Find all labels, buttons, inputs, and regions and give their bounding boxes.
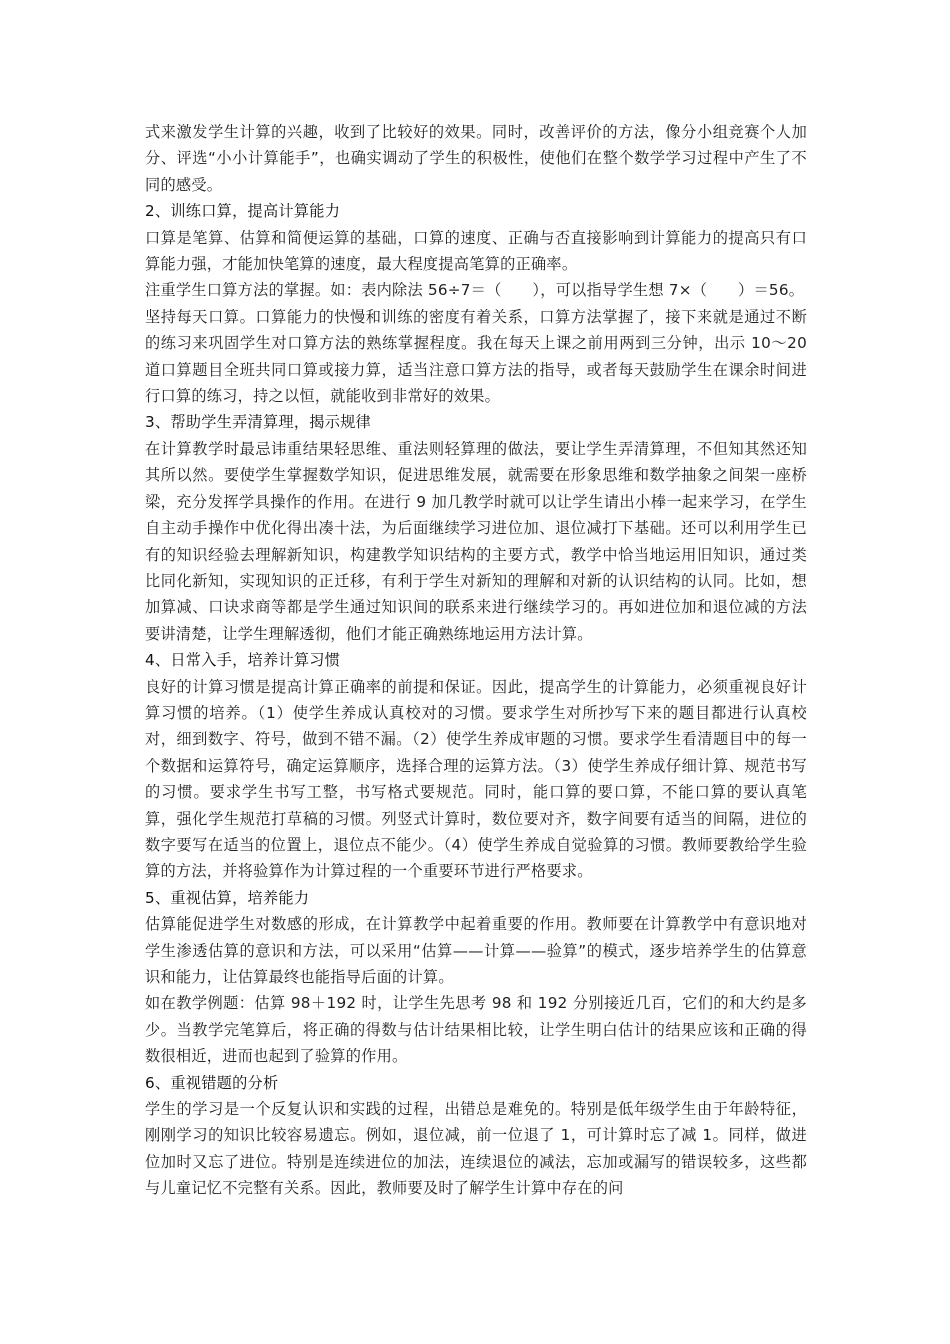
section-heading-4: 4、日常入手，培养计算习惯	[145, 651, 341, 670]
section-heading-6: 6、重视错题的分析	[145, 1073, 279, 1092]
section-heading-2: 2、训练口算，提高计算能力	[145, 202, 341, 221]
paragraph-oral-calc-basis: 口算是笔算、估算和简便运算的基础，口算的速度、正确与否直接影响到计算能力的提高只有口算能力强，才能加快笔算的速度，最大程度提高笔算的正确率。	[145, 228, 807, 274]
section-heading-5: 5、重视估算，培养能力	[145, 888, 310, 907]
document-page	[145, 119, 807, 1202]
paragraph-oral-method: 注重学生口算方法的掌握。如：表内除法 56÷7＝（ ），可以指导学生想 7×（ ）＝56。	[145, 281, 805, 300]
paragraph-calc-principle: 在计算教学时最忌讳重结果轻思维、重法则轻算理的做法，要让学生弄清算理，不但知其然还知其所以然。要使学生掌握数学知识，促进思维发展，就需要在形象思维和数学抽象之间架一座桥梁，充分发挥学具操作的作用。在进行 9 加几教学时就可以让学生请出小棒一起来学习，在学生自主动手操作中优化得出凑十法，为后面继续学习进位加、退位减打下基础。还可以利用学生已有的知识经验去理解新知识，构建教学知识结构的主要方式，教学中恰当地运用旧知识，通过类比同化新知，实现知识的正迁移，有利于学生对新知的理解和对新的认识结构的认同。比如，想加算减、口诀求商等都是学生通过知识间的联系来进行继续学习的。再如进位加和退位减的方法要讲清楚，让学生理解透彻，他们才能正确熟练地运用方法计算。	[145, 439, 807, 643]
paragraph-error-analysis: 学生的学习是一个反复认识和实践的过程，出错总是难免的。特别是低年级学生由于年龄特征，刚刚学习的知识比较容易遗忘。例如，退位减，前一位退了 1，可计算时忘了减 1。同样，做进位加时又忘了进位。特别是连续进位的加法，连续退位的减法，忘加或漏写的错误较多，这些都与儿童记忆不完整有关系。因此，教师要及时了解学生计算中存在的问	[145, 1100, 807, 1198]
paragraph-daily-oral: 坚持每天口算。口算能力的快慢和训练的密度有着关系，口算方法掌握了，接下来就是通过不断的练习来巩固学生对口算方法的熟练掌握程度。我在每天上课之前用两到三分钟，出示 10～20 道口算题目全班共同口算或接力算，适当注意口算方法的指导，或者每天鼓励学生在课余时间进行口算的练习，持之以恒，就能收到非常好的效果。	[145, 307, 807, 406]
paragraph-intro: 式来激发学生计算的兴趣，收到了比较好的效果。同时，改善评价的方法，像分小组竞赛个人加分、评选“小小计算能手”，也确实调动了学生的积极性，使他们在整个数学学习过程中产生了不同的感受。	[145, 123, 807, 194]
section-heading-3: 3、帮助学生弄清算理，揭示规律	[145, 413, 372, 432]
paragraph-estimation: 估算能促进学生对数感的形成，在计算教学中起着重要的作用。教师要在计算教学中有意识地对学生渗透估算的意识和方法，可以采用“估算——计算——验算”的模式，逐步培养学生的估算意识和能力，让估算最终也能指导后面的计算。	[145, 915, 807, 986]
paragraph-estimation-example: 如在教学例题：估算 98＋192 时，让学生先思考 98 和 192 分别接近几百，它们的和大约是多少。当教学完笔算后，将正确的得数与估计结果相比较，让学生明白估计的结果应该和正确的得数很相近，进而也起到了验算的作用。	[145, 994, 807, 1066]
paragraph-calc-habits: 良好的计算习惯是提高计算正确率的前提和保证。因此，提高学生的计算能力，必须重视良好计算习惯的培养。（1）使学生养成认真校对的习惯。要求学生对所抄写下来的题目都进行认真校对，细到数字、符号，做到不错不漏。（2）使学生养成审题的习惯。要求学生看清题目中的每一个数据和运算符号，确定运算顺序，选择合理的运算方法。（3）使学生养成仔细计算、规范书写的习惯。要求学生书写工整，书写格式要规范。同时，能口算的要口算，不能口算的要认真笔算，强化学生规范打草稿的习惯。列竖式计算时，数位要对齐，数字间要有适当的间隔，进位的数字要写在适当的位置上，退位点不能少。（4）使学生养成自觉验算的习惯。教师要教给学生验算的方法，并将验算作为计算过程的一个重要环节进行严格要求。	[145, 677, 807, 881]
